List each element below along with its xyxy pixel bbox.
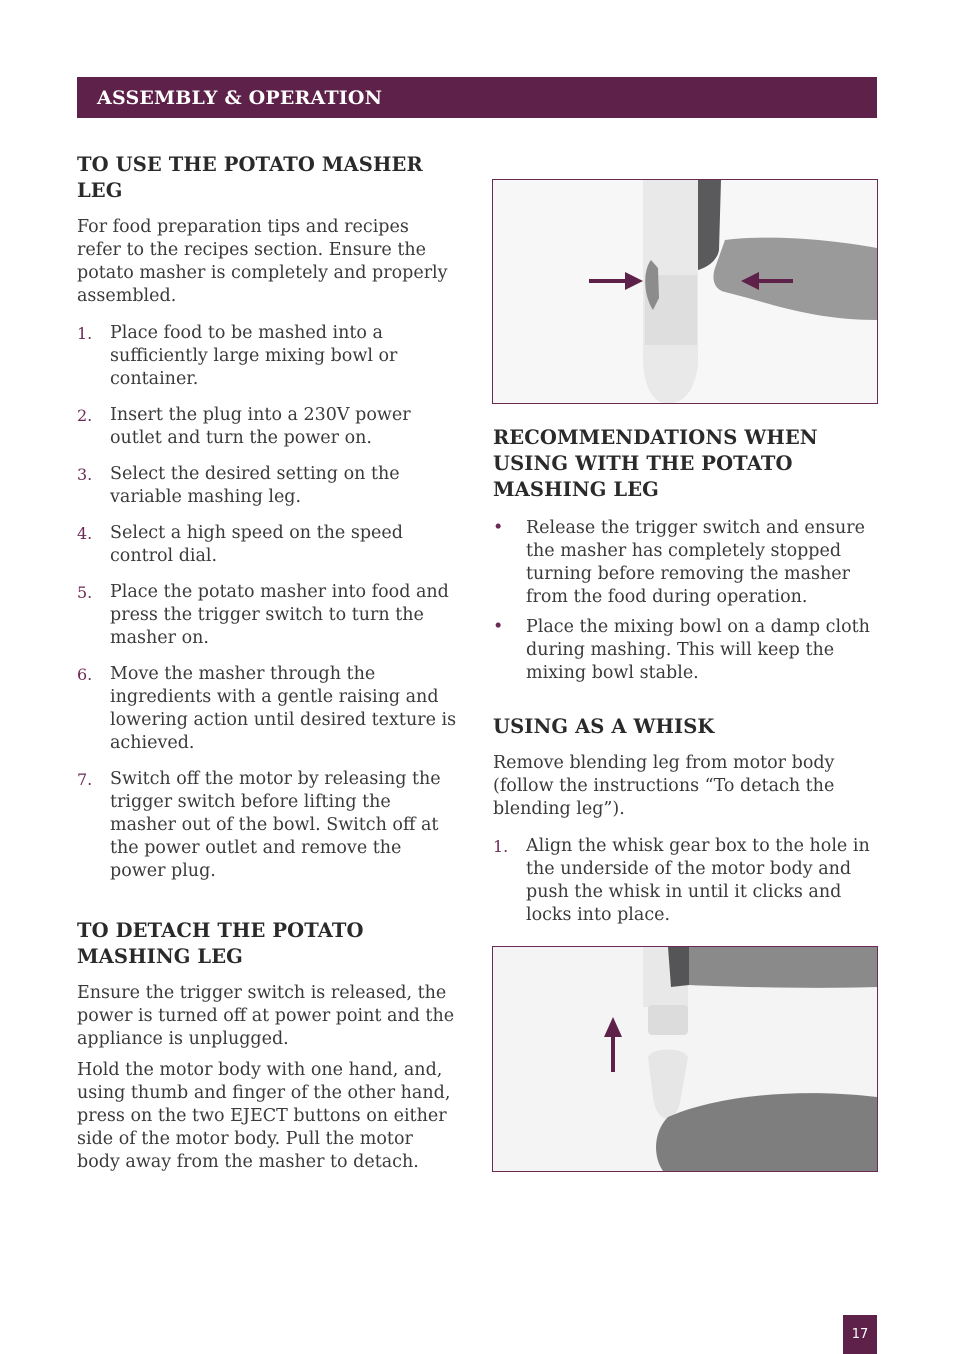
list-item: 5. Place the potato masher into food and press the trigger switch to turn the masher on. — [77, 582, 449, 648]
list-item: 2. Insert the plug into a 230V power outlet and turn the power on. — [77, 405, 411, 448]
list-item: 3. Select the desired setting on the variable mashing leg. — [77, 464, 400, 507]
list-item: 7. Switch off the motor by releasing the trigger switch before lifting the masher out of the bowl. Switch off at the power outlet and remove the power plug. — [77, 769, 441, 881]
detach-para-1: Ensure the trigger switch is released, the power is turned off at power point and the appliance is unplugged. — [77, 983, 455, 1049]
whisk-steps — [493, 835, 873, 927]
whisk-attach-photo — [492, 946, 878, 1172]
bullet-icon: • — [493, 518, 504, 538]
recommend-bullets — [493, 517, 873, 685]
list-item: 6. Move the masher through the ingredients with a gentle raising and lowering action until desired texture is achieved. — [77, 664, 457, 753]
detach-para-2: Hold the motor body with one hand, and, using thumb and finger of the other hand, press on the two EJECT buttons on either side of the motor body. Pull the motor body away from the masher to detach. — [77, 1060, 451, 1172]
whisk-heading: USING AS A WHISK — [493, 715, 715, 738]
masher-eject-illustration — [493, 180, 877, 403]
section-header-bar — [77, 77, 877, 118]
masher-intro: For food preparation tips and recipes refer to the recipes section. Ensure the potato masher is completely and properly assembled. — [77, 217, 448, 306]
list-item: 1. Place food to be mashed into a sufficiently large mixing bowl or container. — [77, 323, 398, 389]
whisk-intro: Remove blending leg from motor body (follow the instructions “To detach the blending leg”). — [493, 753, 835, 819]
list-item: 1. Align the whisk gear box to the hole in the underside of the motor body and push the whisk in until it clicks and locks into place. — [493, 836, 870, 925]
recommend-heading: RECOMMENDATIONS WHEN USING WITH THE POTATO MASHING LEG — [493, 426, 818, 501]
right-column — [493, 425, 873, 940]
list-item: 4. Select a high speed on the speed control dial. — [77, 523, 403, 566]
bullet-icon: • — [493, 617, 504, 637]
left-column — [77, 152, 457, 1182]
whisk-attach-illustration — [493, 947, 877, 1171]
masher-heading: TO USE THE POTATO MASHER LEG — [77, 153, 423, 202]
section-title: ASSEMBLY & OPERATION — [97, 87, 383, 109]
masher-eject-photo — [492, 179, 878, 404]
list-item: • Place the mixing bowl on a damp cloth during mashing. This will keep the mixing bowl stable. — [493, 617, 870, 683]
detach-heading: TO DETACH THE POTATO MASHING LEG — [77, 919, 364, 968]
page-number: 17 — [843, 1315, 877, 1354]
masher-steps — [77, 322, 457, 883]
list-item: • Release the trigger switch and ensure the masher has completely stopped turning before removing the masher from the food during operation. — [493, 518, 866, 607]
